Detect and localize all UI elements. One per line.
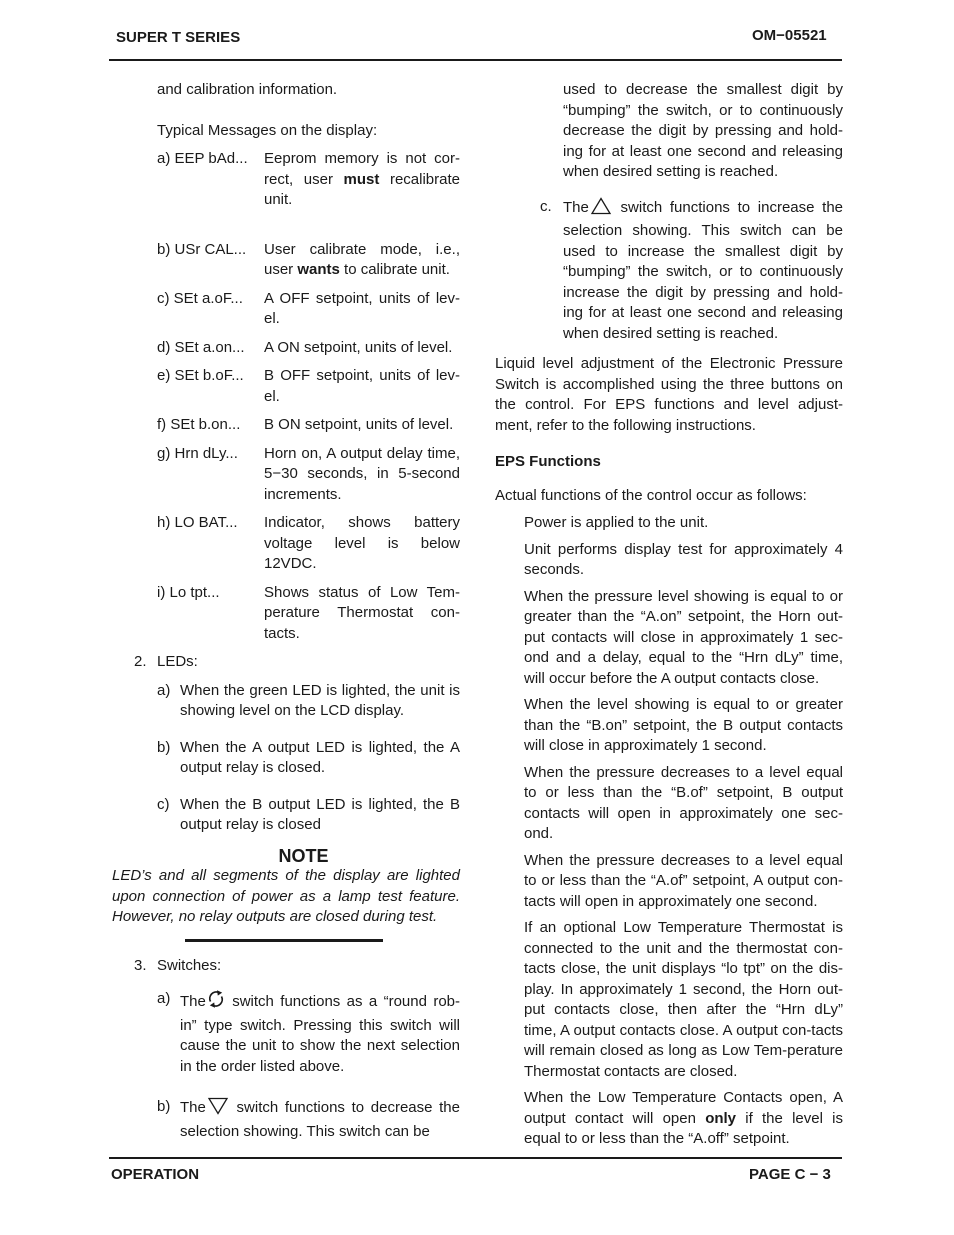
message-desc: Eeprom memory is not cor-rect, user must recalibrate unit. — [264, 150, 460, 208]
eps-step: When the pressure decreases to a level equal to or less than the “A.of” setpoint, A output con-tacts will open in approximately one second. — [524, 851, 843, 910]
switch-item — [157, 989, 460, 1077]
right-column — [495, 80, 843, 1150]
eps-step: Unit performs display test for approximately 4 seconds. — [524, 540, 843, 578]
message-desc: Shows status of Low Tem-perature Thermostat con-tacts. — [264, 583, 460, 642]
message-key: a) EEP bAd... — [157, 150, 248, 167]
footer-section: OPERATION — [111, 1166, 200, 1183]
message-row — [157, 415, 460, 436]
message-desc: B OFF setpoint, units of lev-el. — [264, 367, 460, 405]
actual-functions-intro: Actual functions of the control occur as follows: — [495, 486, 807, 504]
liquid-level-paragraph: Liquid level adjustment of the Electronic Pressure Switch is accomplished using the three buttons on the control. For EPS functions and level adjust-ment, refer to the following instructions. — [495, 355, 843, 434]
switches-heading — [134, 956, 460, 977]
header-title: SUPER T SERIES — [116, 29, 241, 46]
footer-rule — [109, 1157, 842, 1159]
led-item-key: b) — [157, 738, 171, 756]
left-column — [112, 80, 460, 1142]
eps-step: When the pressure decreases to a level equal to or less than the “B.of” setpoint, B output contacts will open in approximately one sec-ond. — [524, 763, 843, 842]
message-desc: Indicator, shows battery voltage level is below 12VDC. — [264, 514, 460, 572]
intro-text: and calibration information. — [157, 81, 338, 98]
message-desc: A ON setpoint, units of level. — [264, 338, 453, 356]
switch-item-key: b) — [157, 1098, 171, 1115]
switch-item-key: c. — [540, 197, 552, 215]
message-row — [157, 444, 460, 506]
round-robin-icon — [206, 989, 226, 1016]
message-desc: A OFF setpoint, units of lev-el. — [264, 289, 460, 327]
switch-item — [540, 197, 843, 345]
switches-number: 3. — [134, 956, 147, 974]
message-key: h) LO BAT... — [157, 514, 238, 531]
message-desc: Horn on, A output delay time, 5−30 seconds, in 5-second increments. — [264, 444, 460, 503]
eps-step: When the level showing is equal to or greater than the “B.on” setpoint, the B output contacts will close in approximately 1 second. — [524, 696, 843, 754]
leds-heading — [134, 652, 460, 673]
message-desc: User calibrate mode, i.e., user wants to calibrate unit. — [264, 240, 460, 278]
switch-item-key: a) — [157, 990, 171, 1007]
page-number: PAGE C − 3 — [749, 1166, 831, 1183]
message-key: c) SEt a.oF... — [157, 289, 243, 307]
up-triangle-icon — [589, 197, 613, 222]
led-item — [157, 738, 460, 779]
led-item-text: When the B output LED is lighted, the B output relay is closed — [180, 795, 460, 833]
note-divider — [185, 939, 383, 942]
note-title: NOTE — [278, 845, 329, 866]
led-item-text: When the A output LED is lighted, the A output relay is closed. — [180, 738, 460, 776]
switches-title: Switches: — [157, 956, 222, 974]
document-number: OM−05521 — [752, 27, 827, 44]
note-body: LED’s and all segments of the display are lighted upon connection of power as a lamp test feature. However, no relay outputs are closed during test. — [112, 867, 460, 925]
switch-item — [157, 1097, 460, 1142]
led-item-key: a) — [157, 681, 171, 699]
switch-item-text: The switch functions to decrease the selection showing. This switch can be — [180, 1099, 460, 1140]
message-row — [157, 513, 460, 575]
led-item — [157, 795, 460, 836]
eps-step: When the Low Temperature Contacts open, A output contact will open only if the level is equal to or less than the “A.off” setpoint. — [524, 1089, 843, 1147]
header-rule — [109, 59, 842, 61]
leds-title: LEDs: — [157, 653, 198, 670]
typical-messages-label: Typical Messages on the display: — [157, 121, 378, 139]
eps-functions-heading: EPS Functions — [495, 453, 601, 470]
message-key: e) SEt b.oF... — [157, 367, 244, 384]
message-row — [157, 366, 460, 407]
message-key: f) SEt b.on... — [157, 416, 241, 433]
message-key: b) USr CAL... — [157, 240, 247, 258]
led-item — [157, 681, 460, 722]
decrease-switch-continued: used to decrease the smallest digit by “bumping” the switch, or to continuously decrease the digit by pressing and hold-ing for at least one second and releasing when desired setting is reached. — [563, 81, 843, 180]
message-row — [157, 289, 460, 330]
message-key: i) Lo tpt... — [157, 583, 220, 601]
message-desc: B ON setpoint, units of level. — [264, 416, 454, 433]
message-key: g) Hrn dLy... — [157, 444, 238, 462]
message-row — [157, 583, 460, 645]
message-row — [157, 338, 460, 359]
message-row — [157, 240, 460, 281]
leds-number: 2. — [134, 653, 147, 670]
down-triangle-icon — [206, 1097, 230, 1122]
message-key: d) SEt a.on... — [157, 338, 245, 356]
eps-step: Power is applied to the unit. — [524, 514, 709, 531]
eps-step: When the pressure level showing is equal to or greater than the “A.on” setpoint, the Horn out-put contacts will close in approximately 1 sec-ond and a delay, equal to the “Hrn dLy” time, will occur before the A output contacts close. — [524, 587, 843, 687]
led-item-key: c) — [157, 795, 170, 813]
switch-item-text: The switch functions to increase the selection showing. This switch can be used to increase the smallest digit by “bumping” the switch, or to continuously increase the digit by pressing and hold-ing for at least one second and releasing when desired setting is reached. — [563, 198, 843, 342]
eps-step: If an optional Low Temperature Thermostat is connected to the unit and the thermostat con-tacts close, the unit displays “lo tpt” on the dis-play. In approximately 1 second, the Horn out-put contacts close, then after the “Hrn dLy” time, A output contacts close. A output con-tacts will remain closed as long as Low Tem-perature Thermostat contacts are closed. — [524, 919, 843, 1080]
switch-item-text: The switch functions as a “round rob-in” type switch. Pressing this switch will cause the unit to show the next selection in the order listed above. — [180, 989, 460, 1077]
message-row — [157, 149, 460, 211]
led-item-text: When the green LED is lighted, the unit is showing level on the LCD display. — [180, 681, 460, 719]
